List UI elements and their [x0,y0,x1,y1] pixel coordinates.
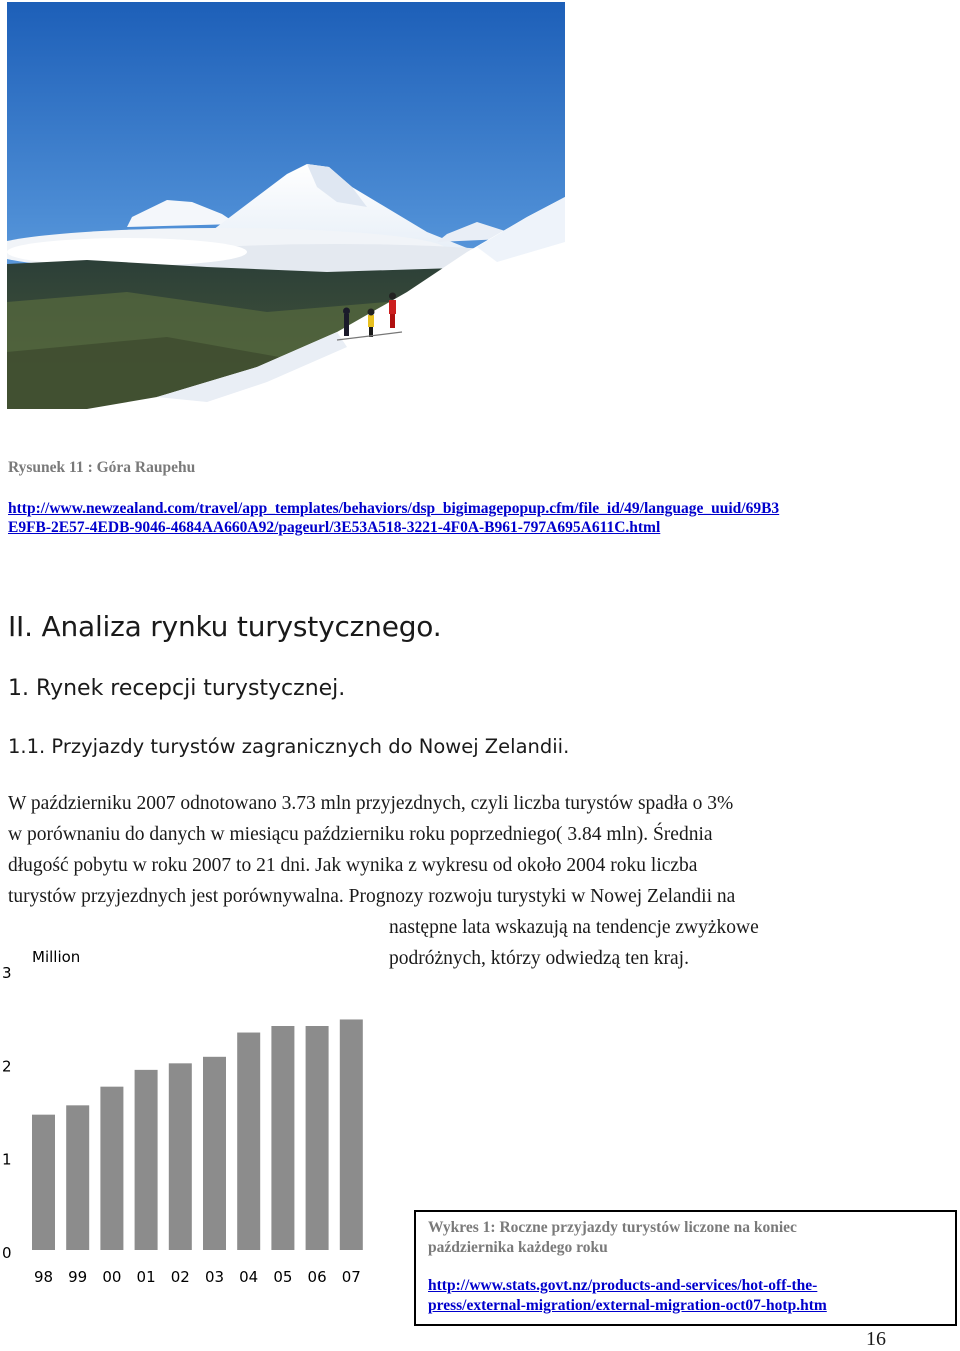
y-tick-label: 0 [2,1244,12,1262]
chart-ylabel: Million [32,948,81,966]
y-tick-label: 1 [2,1150,12,1169]
chart-caption-box [414,1210,957,1326]
chart-source-link-line-2[interactable]: press/external-migration/external-migration-oct07-hotp.htm [428,1297,827,1314]
x-tick-label: 06 [307,1268,327,1286]
figure-link-line-2[interactable]: E9FB-2E57-4EDB-9046-4684AA660A92/pageurl/3E53A518-3221-4F0A-B961-797A695A611C.html [8,519,661,536]
x-tick-label: 02 [170,1268,190,1286]
x-tick-label: 07 [341,1268,361,1286]
paragraph-line-2: w porównaniu do danych w miesiącu październiku roku poprzedniego( 3.84 mln). Średnia [8,824,713,845]
page-number: 16 [866,1328,886,1350]
chart-caption-line-2: października każdego roku [428,1239,608,1256]
heading-level-3: 1.1. Przyjazdy turystów zagranicznych do Nowej Zelandii. [8,735,570,758]
heading-level-1: II. Analiza rynku turystycznego. [8,610,442,643]
bar [100,1087,123,1250]
bar [66,1105,89,1250]
heading-level-2: 1. Rynek recepcji turystycznej. [8,676,346,701]
x-tick-label: 00 [102,1268,122,1286]
figure-link-line-1[interactable]: http://www.newzealand.com/travel/app_templates/behaviors/dsp_bigimagepopup.cfm/file_id/49/language_uuid/69B3 [8,500,780,517]
bar [32,1115,55,1250]
paragraph-line-5: następne lata wskazują na tendencje zwyżkowe [389,917,759,938]
x-tick-label: 05 [273,1268,293,1286]
x-tick-label: 03 [204,1268,225,1286]
x-tick-label: 98 [33,1268,54,1286]
x-tick-label: 04 [239,1268,259,1286]
figure-caption: Rysunek 11 : Góra Raupehu [8,459,196,476]
bar [135,1070,158,1250]
paragraph-line-3: długość pobytu w roku 2007 to 21 dni. Jak wynika z wykresu od około 2004 roku liczba [8,855,698,876]
bar [237,1033,260,1250]
bar [306,1026,329,1250]
chart-source-link-line-1[interactable]: http://www.stats.govt.nz/products-and-services/hot-off-the- [428,1277,818,1294]
bar [203,1057,226,1250]
y-tick-label: 3 [2,964,12,982]
bar [271,1026,294,1250]
paragraph-line-1: W październiku 2007 odnotowano 3.73 mln przyjezdnych, czyli liczba turystów spadła o 3% [8,793,734,814]
mountain-photo [7,2,565,409]
paragraph-line-4: turystów przyjezdnych jest porównywalna. Prognozy rozwoju turystyki w Nowej Zelandii na [8,886,736,907]
arrivals-bar-chart [0,940,372,1290]
paragraph-line-6: podróżnych, którzy odwiedzą ten kraj. [389,948,689,969]
y-tick-label: 2 [2,1057,12,1076]
x-tick-label: 99 [68,1268,88,1286]
x-tick-label: 01 [136,1268,156,1286]
figure-source-link[interactable] [8,499,779,537]
chart-caption-line-1: Wykres 1: Roczne przyjazdy turystów liczone na koniec [428,1219,797,1236]
bar [169,1063,192,1250]
bar [340,1019,363,1250]
